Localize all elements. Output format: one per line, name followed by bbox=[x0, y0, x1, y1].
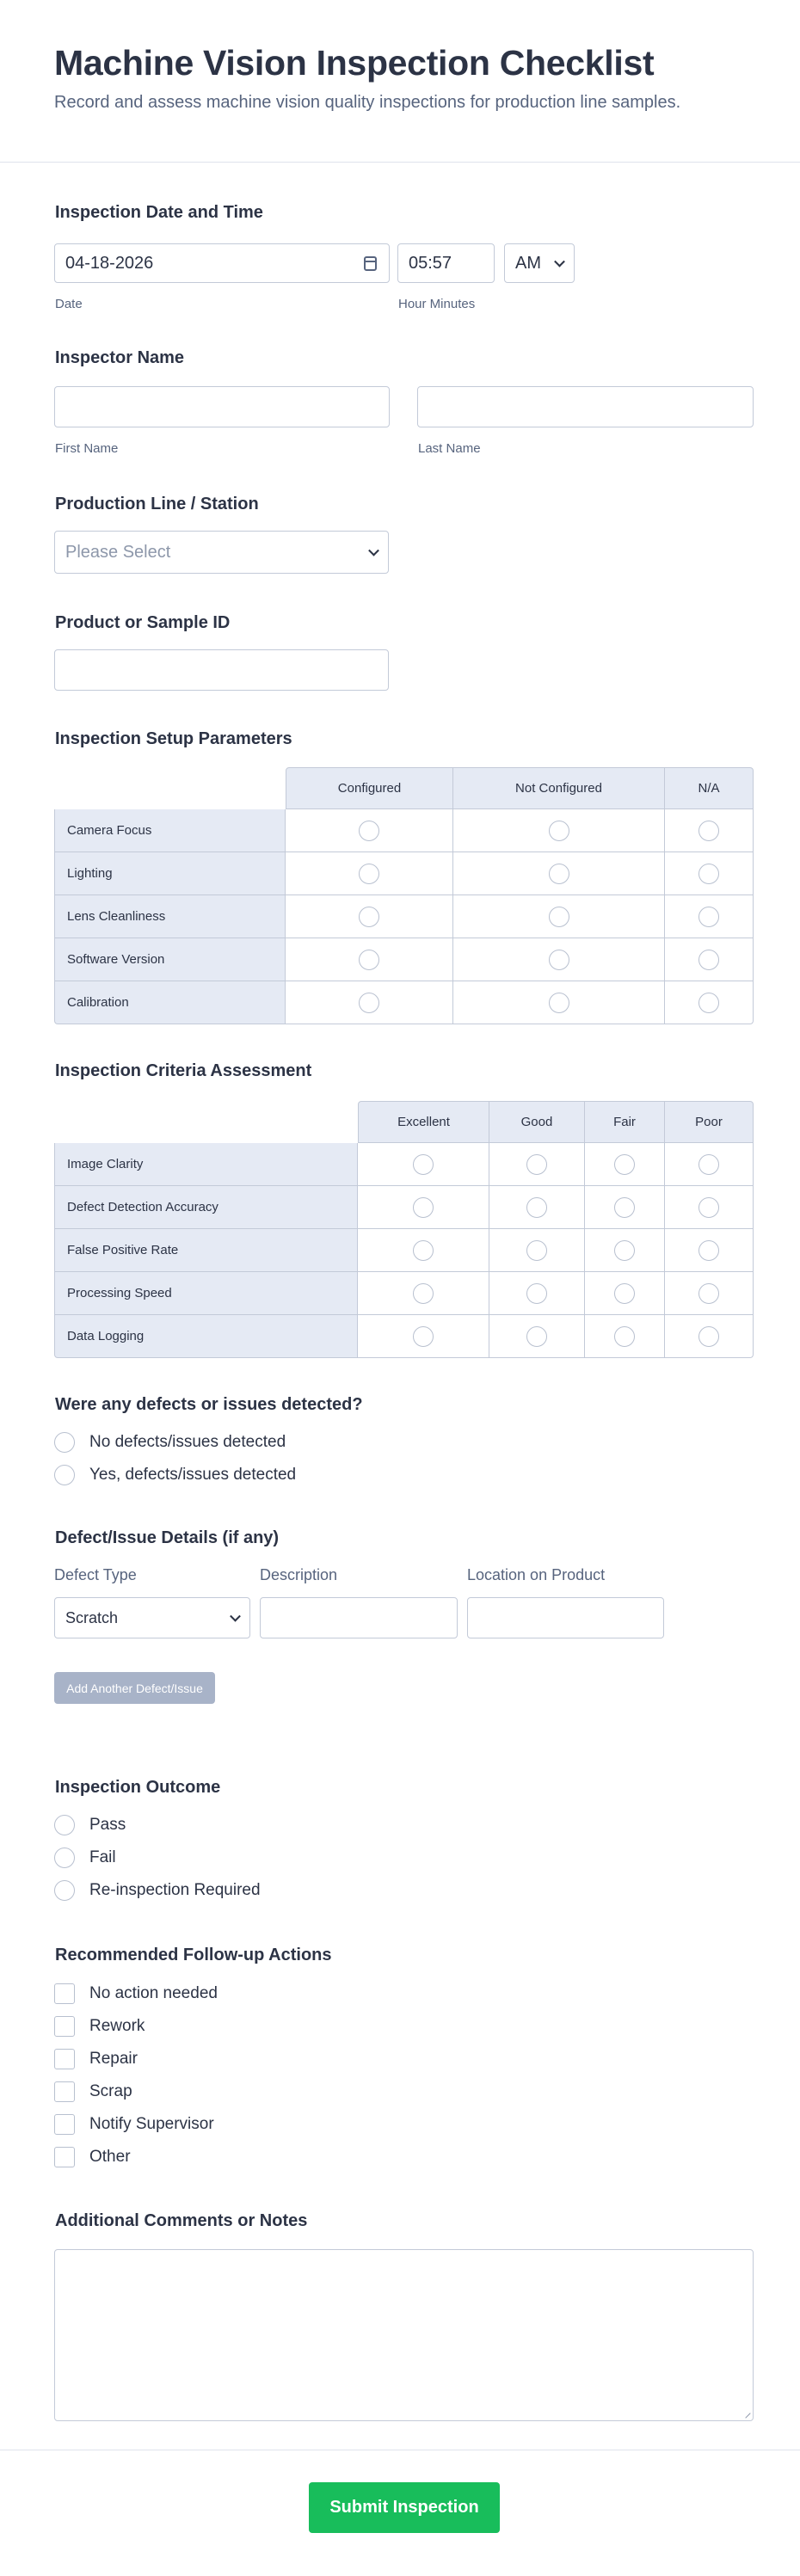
ampm-select[interactable] bbox=[504, 243, 575, 283]
outcome-option[interactable] bbox=[54, 1815, 126, 1835]
matrix-cell[interactable] bbox=[286, 809, 453, 852]
option-label: Fail bbox=[89, 1848, 116, 1866]
matrix-row bbox=[54, 1186, 754, 1229]
matrix-cell[interactable] bbox=[489, 1186, 585, 1229]
matrix-cell[interactable] bbox=[585, 1315, 665, 1358]
option-label: No defects/issues detected bbox=[89, 1433, 286, 1451]
radio[interactable] bbox=[526, 1154, 547, 1175]
radio[interactable] bbox=[614, 1326, 635, 1347]
matrix-cell[interactable] bbox=[286, 895, 453, 938]
matrix-cell[interactable] bbox=[585, 1272, 665, 1315]
matrix-cell[interactable] bbox=[358, 1143, 489, 1186]
radio[interactable] bbox=[698, 1197, 719, 1218]
submit-button[interactable]: Submit Inspection bbox=[309, 2482, 500, 2533]
radio[interactable] bbox=[526, 1283, 547, 1304]
column-excellent: Excellent bbox=[358, 1101, 489, 1143]
radio[interactable] bbox=[359, 864, 379, 884]
option-label: Repair bbox=[89, 2050, 138, 2068]
matrix-cell[interactable] bbox=[358, 1186, 489, 1229]
radio[interactable] bbox=[54, 1432, 75, 1453]
setup-label: Inspection Setup Parameters bbox=[55, 729, 292, 748]
matrix-cell[interactable] bbox=[585, 1186, 665, 1229]
radio[interactable] bbox=[698, 1240, 719, 1261]
radio[interactable] bbox=[413, 1283, 434, 1304]
option-label: Rework bbox=[89, 2017, 145, 2035]
column-na: N/A bbox=[665, 767, 754, 809]
production-line-label: Production Line / Station bbox=[55, 495, 259, 513]
radio[interactable] bbox=[698, 950, 719, 970]
row-label: Lens Cleanliness bbox=[54, 895, 286, 938]
matrix-cell[interactable] bbox=[358, 1229, 489, 1272]
option-label: Yes, defects/issues detected bbox=[89, 1466, 297, 1484]
option-label: Notify Supervisor bbox=[89, 2115, 214, 2133]
time-value: 05:57 bbox=[409, 253, 452, 273]
product-id-input[interactable] bbox=[54, 649, 389, 691]
matrix-cell[interactable] bbox=[665, 809, 754, 852]
column-poor: Poor bbox=[665, 1101, 754, 1143]
row-label: Defect Detection Accuracy bbox=[54, 1186, 358, 1229]
matrix-cell[interactable] bbox=[585, 1229, 665, 1272]
radio[interactable] bbox=[526, 1326, 547, 1347]
radio[interactable] bbox=[413, 1197, 434, 1218]
row-label: Calibration bbox=[54, 981, 286, 1024]
radio[interactable] bbox=[413, 1154, 434, 1175]
production-line-select[interactable] bbox=[54, 531, 389, 574]
radio[interactable] bbox=[698, 1283, 719, 1304]
ampm-value: AM bbox=[515, 253, 541, 273]
chevron-down-icon bbox=[368, 545, 379, 556]
matrix-row bbox=[54, 981, 754, 1024]
followup-option[interactable] bbox=[54, 2016, 145, 2037]
row-label: False Positive Rate bbox=[54, 1229, 358, 1272]
matrix-cell[interactable] bbox=[665, 1186, 754, 1229]
matrix-cell[interactable] bbox=[489, 1315, 585, 1358]
radio[interactable] bbox=[549, 907, 569, 927]
matrix-row bbox=[54, 809, 754, 852]
matrix-cell[interactable] bbox=[358, 1315, 489, 1358]
defect-type-value: Scratch bbox=[65, 1608, 119, 1626]
matrix-cell[interactable] bbox=[665, 1272, 754, 1315]
row-label: Image Clarity bbox=[54, 1143, 358, 1186]
defect-type-select[interactable] bbox=[54, 1597, 250, 1638]
radio[interactable] bbox=[359, 993, 379, 1013]
radio[interactable] bbox=[54, 1465, 75, 1485]
matrix-cell[interactable] bbox=[489, 1143, 585, 1186]
matrix-row bbox=[54, 938, 754, 981]
checkbox[interactable] bbox=[54, 2081, 75, 2102]
radio[interactable] bbox=[549, 821, 569, 841]
defects-option-yes[interactable] bbox=[54, 1465, 296, 1485]
matrix-cell[interactable] bbox=[665, 1229, 754, 1272]
radio[interactable] bbox=[526, 1240, 547, 1261]
followup-option[interactable] bbox=[54, 1983, 218, 2004]
row-label: Lighting bbox=[54, 852, 286, 895]
outcome-label: Inspection Outcome bbox=[55, 1778, 221, 1797]
date-value: 04-18-2026 bbox=[65, 253, 154, 273]
radio[interactable] bbox=[698, 907, 719, 927]
last-name-input[interactable] bbox=[417, 386, 754, 427]
row-label: Data Logging bbox=[54, 1315, 358, 1358]
time-input[interactable] bbox=[397, 243, 495, 283]
matrix-cell[interactable] bbox=[286, 938, 453, 981]
comments-textarea[interactable] bbox=[54, 2249, 754, 2421]
outcome-option[interactable] bbox=[54, 1880, 261, 1901]
followup-option[interactable] bbox=[54, 2114, 214, 2135]
row-label: Processing Speed bbox=[54, 1272, 358, 1315]
page-subtitle: Record and assess machine vision quality inspections for production line samples. bbox=[54, 93, 681, 112]
matrix-cell[interactable] bbox=[665, 1315, 754, 1358]
radio[interactable] bbox=[54, 1847, 75, 1868]
location-input[interactable] bbox=[467, 1597, 664, 1638]
followup-option[interactable] bbox=[54, 2049, 138, 2069]
matrix-cell[interactable] bbox=[358, 1272, 489, 1315]
option-label: Re-inspection Required bbox=[89, 1881, 261, 1899]
datetime-label: Inspection Date and Time bbox=[55, 203, 263, 222]
criteria-matrix bbox=[54, 1101, 754, 1358]
matrix-cell[interactable] bbox=[453, 852, 665, 895]
followup-option[interactable] bbox=[54, 2081, 132, 2102]
matrix-cell[interactable] bbox=[286, 852, 453, 895]
calendar-icon[interactable] bbox=[364, 256, 377, 271]
checkbox[interactable] bbox=[54, 1983, 75, 2004]
radio[interactable] bbox=[359, 950, 379, 970]
option-label: Other bbox=[89, 2148, 131, 2166]
matrix-row bbox=[54, 895, 754, 938]
production-line-placeholder: Please Select bbox=[65, 542, 171, 562]
matrix-cell[interactable] bbox=[453, 809, 665, 852]
last-name-sublabel: Last Name bbox=[418, 441, 481, 456]
matrix-cell[interactable] bbox=[453, 981, 665, 1024]
radio[interactable] bbox=[549, 950, 569, 970]
date-input[interactable] bbox=[54, 243, 390, 283]
radio[interactable] bbox=[698, 1326, 719, 1347]
defects-option-no[interactable] bbox=[54, 1432, 286, 1453]
matrix-cell[interactable] bbox=[453, 938, 665, 981]
radio[interactable] bbox=[698, 821, 719, 841]
matrix-row bbox=[54, 1315, 754, 1358]
description-header: Description bbox=[260, 1566, 338, 1583]
radio[interactable] bbox=[614, 1197, 635, 1218]
checkbox[interactable] bbox=[54, 2147, 75, 2167]
matrix-cell[interactable] bbox=[489, 1229, 585, 1272]
radio[interactable] bbox=[614, 1154, 635, 1175]
defect-type-header: Defect Type bbox=[54, 1566, 137, 1583]
option-label: Scrap bbox=[89, 2082, 132, 2100]
date-sublabel: Date bbox=[55, 297, 83, 311]
description-input[interactable] bbox=[260, 1597, 458, 1638]
radio[interactable] bbox=[54, 1815, 75, 1835]
radio[interactable] bbox=[698, 993, 719, 1013]
radio[interactable] bbox=[526, 1197, 547, 1218]
add-defect-button[interactable]: Add Another Defect/Issue bbox=[54, 1672, 215, 1704]
resize-handle-icon[interactable] bbox=[741, 2408, 750, 2418]
comments-label: Additional Comments or Notes bbox=[55, 2211, 308, 2230]
inspector-label: Inspector Name bbox=[55, 348, 185, 367]
radio[interactable] bbox=[698, 1154, 719, 1175]
radio[interactable] bbox=[54, 1880, 75, 1901]
matrix-cell[interactable] bbox=[489, 1272, 585, 1315]
matrix-cell[interactable] bbox=[665, 852, 754, 895]
followup-option[interactable] bbox=[54, 2147, 131, 2167]
radio[interactable] bbox=[549, 993, 569, 1013]
radio[interactable] bbox=[359, 907, 379, 927]
page-title: Machine Vision Inspection Checklist bbox=[54, 43, 655, 83]
checkbox[interactable] bbox=[54, 2114, 75, 2135]
chevron-down-icon bbox=[230, 1611, 241, 1622]
matrix-row bbox=[54, 1229, 754, 1272]
matrix-cell[interactable] bbox=[665, 938, 754, 981]
matrix-cell[interactable] bbox=[665, 1143, 754, 1186]
first-name-input[interactable] bbox=[54, 386, 390, 427]
followup-label: Recommended Follow-up Actions bbox=[55, 1946, 332, 1964]
criteria-label: Inspection Criteria Assessment bbox=[55, 1061, 312, 1080]
defect-details-label: Defect/Issue Details (if any) bbox=[55, 1528, 280, 1547]
radio[interactable] bbox=[614, 1283, 635, 1304]
checkbox[interactable] bbox=[54, 2049, 75, 2069]
matrix-row bbox=[54, 1143, 754, 1186]
radio[interactable] bbox=[413, 1240, 434, 1261]
matrix-cell[interactable] bbox=[286, 981, 453, 1024]
matrix-cell[interactable] bbox=[665, 981, 754, 1024]
column-fair: Fair bbox=[585, 1101, 665, 1143]
matrix-corner bbox=[54, 767, 286, 809]
row-label: Camera Focus bbox=[54, 809, 286, 852]
location-header: Location on Product bbox=[467, 1566, 606, 1583]
first-name-sublabel: First Name bbox=[55, 441, 119, 456]
column-good: Good bbox=[489, 1101, 585, 1143]
matrix-cell[interactable] bbox=[585, 1143, 665, 1186]
radio[interactable] bbox=[614, 1240, 635, 1261]
column-not-configured: Not Configured bbox=[453, 767, 665, 809]
matrix-row bbox=[54, 852, 754, 895]
matrix-cell[interactable] bbox=[453, 895, 665, 938]
radio[interactable] bbox=[413, 1326, 434, 1347]
header-divider bbox=[0, 162, 800, 163]
radio[interactable] bbox=[549, 864, 569, 884]
option-label: Pass bbox=[89, 1816, 126, 1834]
matrix-corner bbox=[54, 1101, 358, 1143]
setup-matrix bbox=[54, 767, 754, 1024]
matrix-row bbox=[54, 1272, 754, 1315]
column-configured: Configured bbox=[286, 767, 453, 809]
time-sublabel: Hour Minutes bbox=[398, 297, 476, 311]
defects-detected-label: Were any defects or issues detected? bbox=[55, 1395, 363, 1414]
option-label: No action needed bbox=[89, 1984, 218, 2002]
checkbox[interactable] bbox=[54, 2016, 75, 2037]
matrix-cell[interactable] bbox=[665, 895, 754, 938]
radio[interactable] bbox=[698, 864, 719, 884]
radio[interactable] bbox=[359, 821, 379, 841]
product-id-label: Product or Sample ID bbox=[55, 613, 231, 632]
chevron-down-icon bbox=[554, 256, 565, 267]
row-label: Software Version bbox=[54, 938, 286, 981]
outcome-option[interactable] bbox=[54, 1847, 116, 1868]
